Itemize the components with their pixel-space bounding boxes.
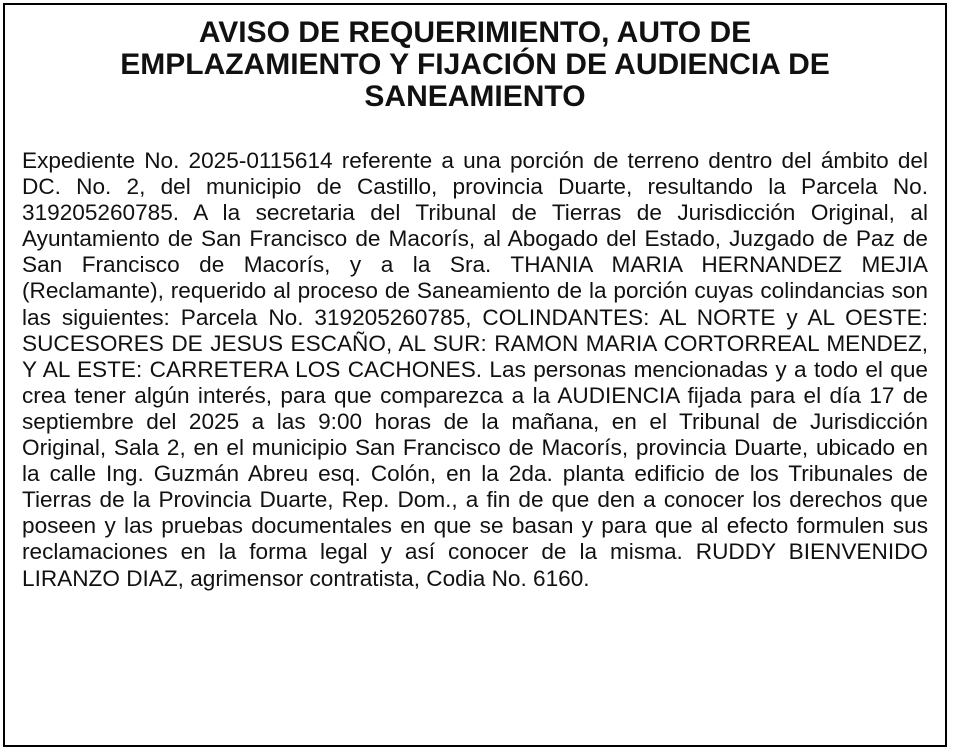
notice-title-line-1: AVISO DE REQUERIMIENTO, AUTO DE	[198, 16, 752, 49]
notice-title-line-2: EMPLAZAMIENTO Y FIJACIÓN DE AUDIENCIA DE	[120, 48, 830, 81]
notice-title-line-3: SANEAMIENTO	[364, 80, 586, 113]
notice-body-text: Expediente No. 2025-0115614 referente a una porción de terreno dentro del ámbito del DC. No. 2, del municipio de Castillo, provincia Duarte, resultando la Parcela No. 319205260785. A la secretaria del Tribunal de Tierras de Jurisdicción Original, al Ayuntamiento de San Francisco de Macorís, al Abogado del Estado, Juzgado de Paz de San Francisco de Macorís, y a la Sra. THANIA MARIA HERNANDEZ MEJIA (Reclamante), requerido al proceso de Saneamiento de la porción cuyas colindancias son las siguientes: Parcela No. 319205260785, COLINDANTES: AL NORTE y AL OESTE: SUCESORES DE JESUS ESCAÑO, AL SUR: RAMON MARIA CORTORREAL MENDEZ, Y AL ESTE: CARRETERA LOS CACHONES. Las personas mencionadas y a todo el que crea tener algún interés, para que comparezca a la AUDIENCIA fijada para el día 17 de septiembre del 2025 a las 9:00 horas de la mañana, en el Tribunal de Jurisdicción Original, Sala 2, en el municipio San Francisco de Macorís, provincia Duarte, ubicado en la calle Ing. Guzmán Abreu esq. Colón, en la 2da. planta edificio de los Tribunales de Tierras de la Provincia Duarte, Rep. Dom., a fin de que den a conocer los derechos que poseen y las pruebas documentales en que se basan y para que al efecto formulen sus reclamaciones en la forma legal y así conocer de la misma. RUDDY BIENVENIDO LIRANZO DIAZ, agrimensor contratista, Codia No. 6160.	[22, 148, 928, 591]
notice-frame	[3, 3, 947, 747]
notice-title	[45, 17, 905, 113]
